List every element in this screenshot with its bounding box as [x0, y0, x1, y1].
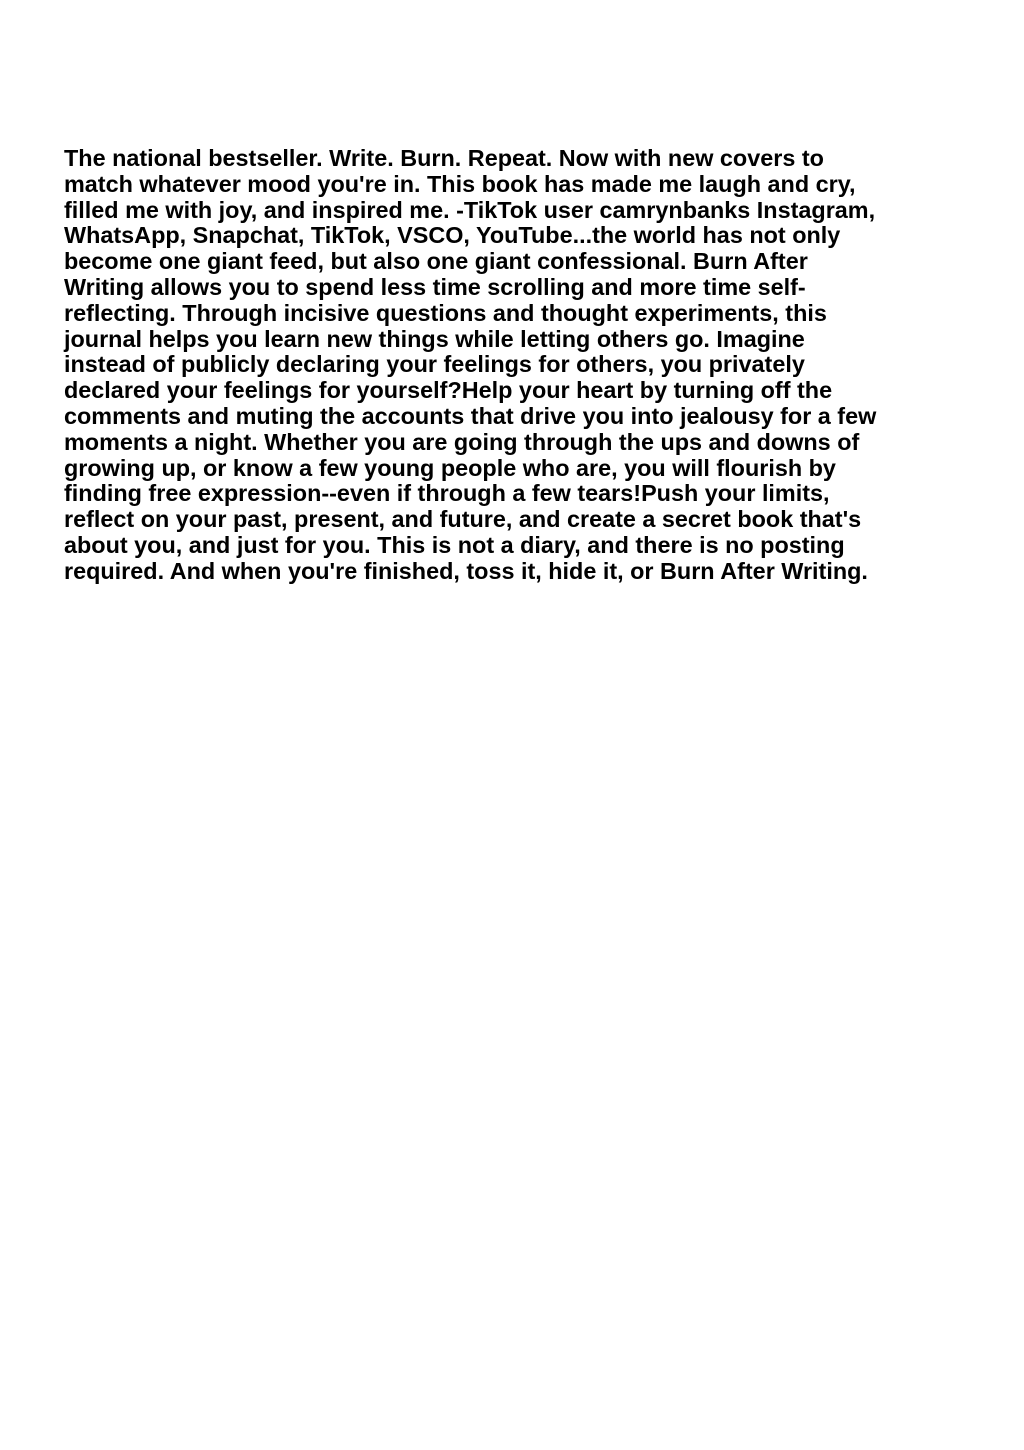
text-line: comments and muting the accounts that drive you into jealousy for a few [64, 402, 877, 429]
text-line: declared your feelings for yourself?Help your heart by turning off the [64, 377, 833, 404]
text-line: Writing allows you to spend less time scrolling and more time self- [64, 273, 806, 300]
text-line: finding free expression--even if through a few tears!Push your limits, [64, 480, 830, 507]
text-line: journal helps you learn new things while letting others go. Imagine [64, 325, 805, 352]
text-line: growing up, or know a few young people who are, you will flourish by [64, 454, 836, 481]
text-line: moments a night. Whether you are going through the ups and downs of [64, 428, 860, 455]
text-line: reflect on your past, present, and future, and create a secret book that's [64, 506, 862, 533]
text-line: about you, and just for you. This is not a diary, and there is no posting [64, 531, 845, 558]
text-line: required. And when you're finished, toss it, hide it, or Burn After Writing. [64, 557, 868, 584]
text-line: reflecting. Through incisive questions and thought experiments, this [64, 299, 827, 326]
description-paragraph [64, 146, 974, 585]
text-line: The national bestseller. Write. Burn. Repeat. Now with new covers to [64, 145, 824, 171]
text-line: become one giant feed, but also one giant confessional. Burn After [64, 248, 808, 275]
text-line: instead of publicly declaring your feelings for others, you privately [64, 351, 805, 378]
text-line: WhatsApp, Snapchat, TikTok, VSCO, YouTube...the world has not only [64, 222, 841, 249]
text-line: match whatever mood you're in. This book has made me laugh and cry, [64, 170, 856, 197]
text-line: filled me with joy, and inspired me. -TikTok user camrynbanks Instagram, [64, 196, 876, 223]
